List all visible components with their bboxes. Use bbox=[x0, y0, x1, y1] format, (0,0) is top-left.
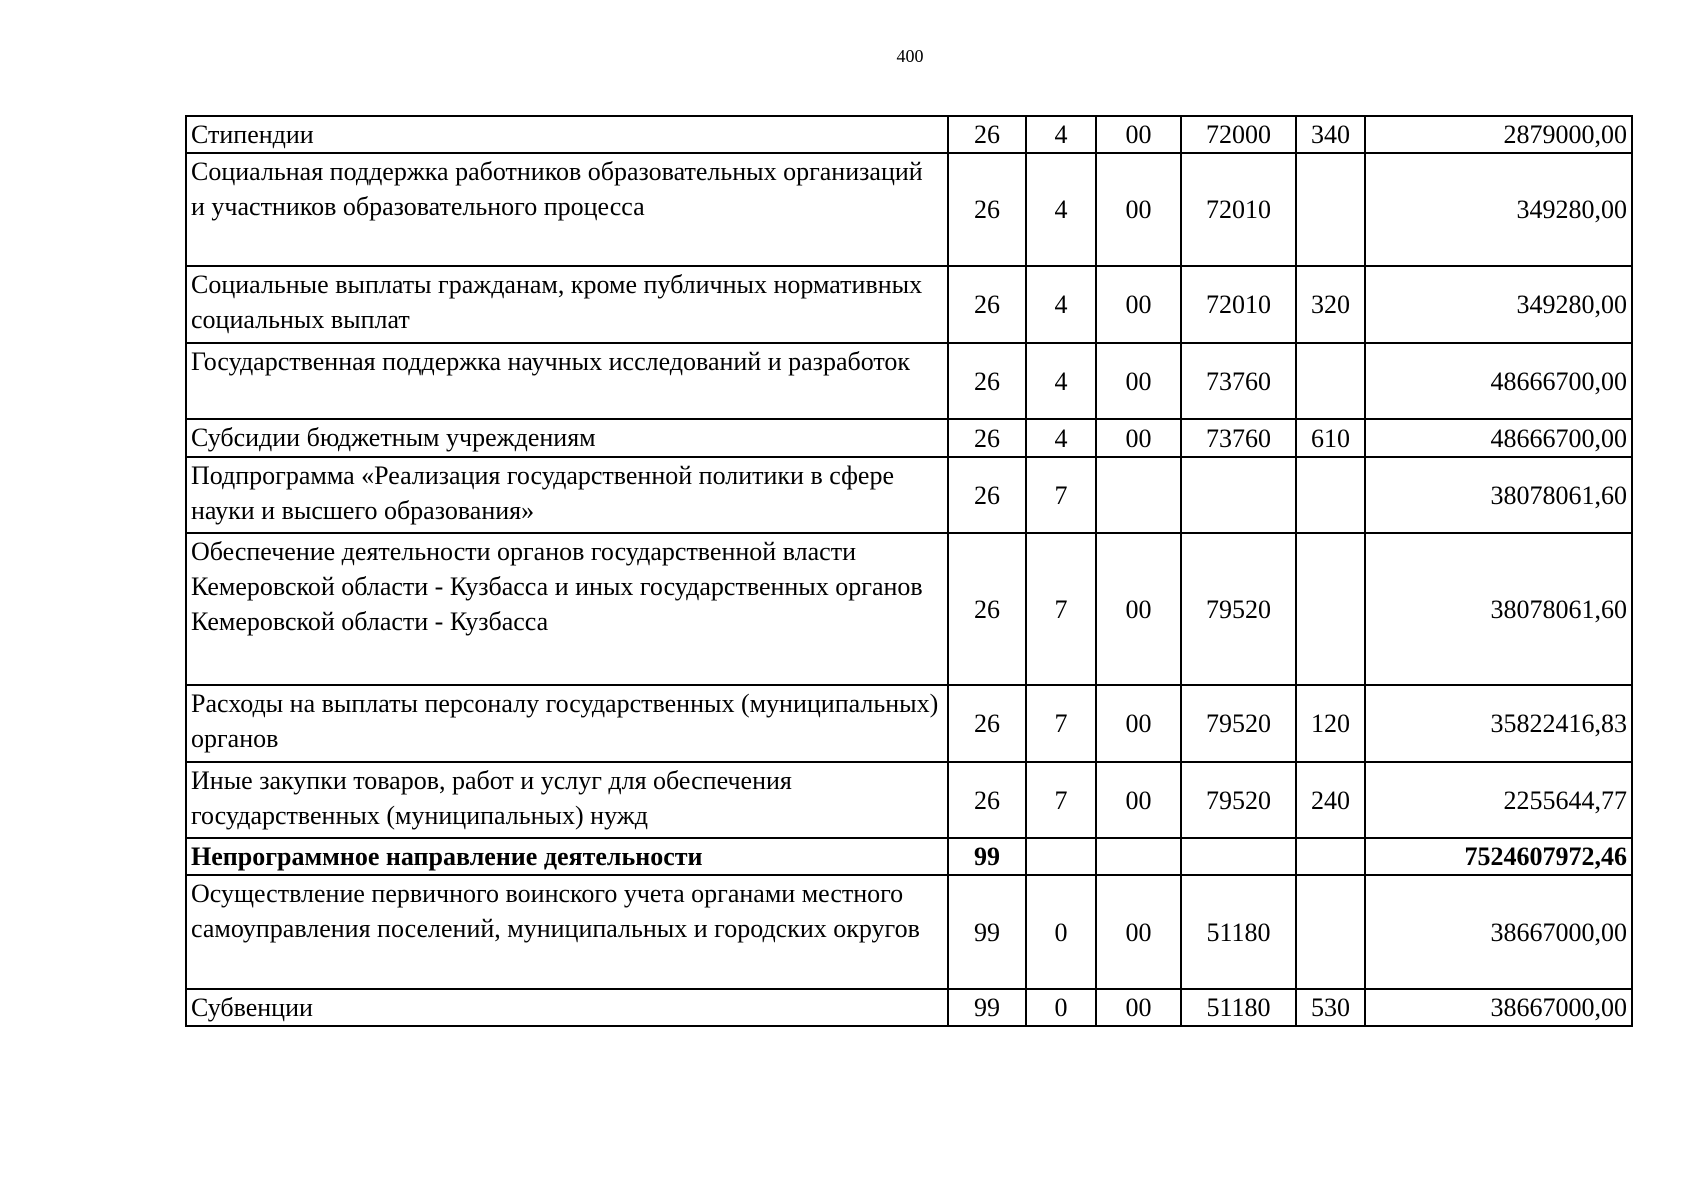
row-code-5: 530 bbox=[1296, 989, 1365, 1026]
row-code-5: 240 bbox=[1296, 762, 1365, 838]
row-name: Субвенции bbox=[186, 989, 948, 1026]
row-code-2: 7 bbox=[1026, 685, 1096, 762]
row-sum: 35822416,83 bbox=[1365, 685, 1632, 762]
row-code-2: 7 bbox=[1026, 533, 1096, 685]
table-row bbox=[186, 457, 1632, 533]
row-code-4 bbox=[1181, 457, 1296, 533]
row-code-4: 79520 bbox=[1181, 762, 1296, 838]
row-code-1: 26 bbox=[948, 533, 1026, 685]
row-code-2: 4 bbox=[1026, 116, 1096, 153]
row-name: Государственная поддержка научных исследований и разработок bbox=[186, 343, 948, 419]
row-code-4: 72000 bbox=[1181, 116, 1296, 153]
row-code-3: 00 bbox=[1096, 989, 1181, 1026]
row-code-2: 4 bbox=[1026, 153, 1096, 266]
row-code-1: 26 bbox=[948, 153, 1026, 266]
row-name: Осуществление первичного воинского учета органами местного самоуправления поселений, муниципальных и городских округов bbox=[186, 875, 948, 989]
row-code-3: 00 bbox=[1096, 533, 1181, 685]
row-code-2: 0 bbox=[1026, 989, 1096, 1026]
row-code-4: 72010 bbox=[1181, 153, 1296, 266]
row-code-2: 0 bbox=[1026, 875, 1096, 989]
row-code-5 bbox=[1296, 457, 1365, 533]
row-code-1: 26 bbox=[948, 266, 1026, 343]
row-code-4 bbox=[1181, 838, 1296, 875]
row-sum: 349280,00 bbox=[1365, 153, 1632, 266]
table-row bbox=[186, 533, 1632, 685]
row-code-5: 120 bbox=[1296, 685, 1365, 762]
row-code-4: 79520 bbox=[1181, 533, 1296, 685]
row-code-5 bbox=[1296, 838, 1365, 875]
row-sum: 48666700,00 bbox=[1365, 419, 1632, 457]
row-sum: 2879000,00 bbox=[1365, 116, 1632, 153]
row-code-5 bbox=[1296, 343, 1365, 419]
row-name: Иные закупки товаров, работ и услуг для обеспечения государственных (муниципальных) нужд bbox=[186, 762, 948, 838]
row-code-5: 320 bbox=[1296, 266, 1365, 343]
row-code-3: 00 bbox=[1096, 343, 1181, 419]
page-number: 400 bbox=[896, 46, 924, 66]
row-code-1: 26 bbox=[948, 685, 1026, 762]
row-name: Социальные выплаты гражданам, кроме публичных нормативных социальных выплат bbox=[186, 266, 948, 343]
row-code-1: 99 bbox=[948, 989, 1026, 1026]
row-code-4: 51180 bbox=[1181, 989, 1296, 1026]
row-sum: 38078061,60 bbox=[1365, 457, 1632, 533]
row-code-5: 340 bbox=[1296, 116, 1365, 153]
row-code-5: 610 bbox=[1296, 419, 1365, 457]
table-row bbox=[186, 875, 1632, 989]
row-code-3: 00 bbox=[1096, 153, 1181, 266]
row-code-3: 00 bbox=[1096, 762, 1181, 838]
row-code-1: 99 bbox=[948, 875, 1026, 989]
row-code-1: 26 bbox=[948, 762, 1026, 838]
table-row bbox=[186, 116, 1632, 153]
row-code-4: 51180 bbox=[1181, 875, 1296, 989]
row-code-2 bbox=[1026, 838, 1096, 875]
table-row bbox=[186, 266, 1632, 343]
row-code-3: 00 bbox=[1096, 116, 1181, 153]
row-sum: 38667000,00 bbox=[1365, 875, 1632, 989]
table-row bbox=[186, 838, 1632, 875]
row-code-5 bbox=[1296, 533, 1365, 685]
row-sum: 38078061,60 bbox=[1365, 533, 1632, 685]
row-sum: 349280,00 bbox=[1365, 266, 1632, 343]
table-row bbox=[186, 153, 1632, 266]
row-code-2: 4 bbox=[1026, 343, 1096, 419]
table-row bbox=[186, 989, 1632, 1026]
row-code-1: 99 bbox=[948, 838, 1026, 875]
row-code-3 bbox=[1096, 457, 1181, 533]
row-code-2: 4 bbox=[1026, 419, 1096, 457]
row-code-4: 72010 bbox=[1181, 266, 1296, 343]
row-name: Стипендии bbox=[186, 116, 948, 153]
row-code-3: 00 bbox=[1096, 875, 1181, 989]
row-name: Социальная поддержка работников образовательных организаций и участников образовательного процесса bbox=[186, 153, 948, 266]
row-name: Обеспечение деятельности органов государственной власти Кемеровской области - Кузбасса и иных государственных органов Кемеровской области - Кузбасса bbox=[186, 533, 948, 685]
row-code-4: 79520 bbox=[1181, 685, 1296, 762]
row-code-1: 26 bbox=[948, 116, 1026, 153]
row-sum: 7524607972,46 bbox=[1365, 838, 1632, 875]
row-code-3: 00 bbox=[1096, 266, 1181, 343]
row-code-4: 73760 bbox=[1181, 343, 1296, 419]
row-code-1: 26 bbox=[948, 343, 1026, 419]
table-row bbox=[186, 762, 1632, 838]
budget-table bbox=[185, 115, 1633, 1027]
row-code-4: 73760 bbox=[1181, 419, 1296, 457]
row-name: Расходы на выплаты персоналу государственных (муниципальных) органов bbox=[186, 685, 948, 762]
row-name: Субсидии бюджетным учреждениям bbox=[186, 419, 948, 457]
row-name: Непрограммное направление деятельности bbox=[186, 838, 948, 875]
row-code-3: 00 bbox=[1096, 685, 1181, 762]
row-code-2: 7 bbox=[1026, 457, 1096, 533]
row-sum: 48666700,00 bbox=[1365, 343, 1632, 419]
row-sum: 2255644,77 bbox=[1365, 762, 1632, 838]
row-code-3: 00 bbox=[1096, 419, 1181, 457]
row-code-1: 26 bbox=[948, 457, 1026, 533]
table-row bbox=[186, 419, 1632, 457]
row-code-2: 4 bbox=[1026, 266, 1096, 343]
table-row bbox=[186, 343, 1632, 419]
row-code-3 bbox=[1096, 838, 1181, 875]
table-row bbox=[186, 685, 1632, 762]
row-code-2: 7 bbox=[1026, 762, 1096, 838]
row-code-1: 26 bbox=[948, 419, 1026, 457]
row-name: Подпрограмма «Реализация государственной политики в сфере науки и высшего образования» bbox=[186, 457, 948, 533]
row-code-5 bbox=[1296, 153, 1365, 266]
row-code-5 bbox=[1296, 875, 1365, 989]
row-sum: 38667000,00 bbox=[1365, 989, 1632, 1026]
